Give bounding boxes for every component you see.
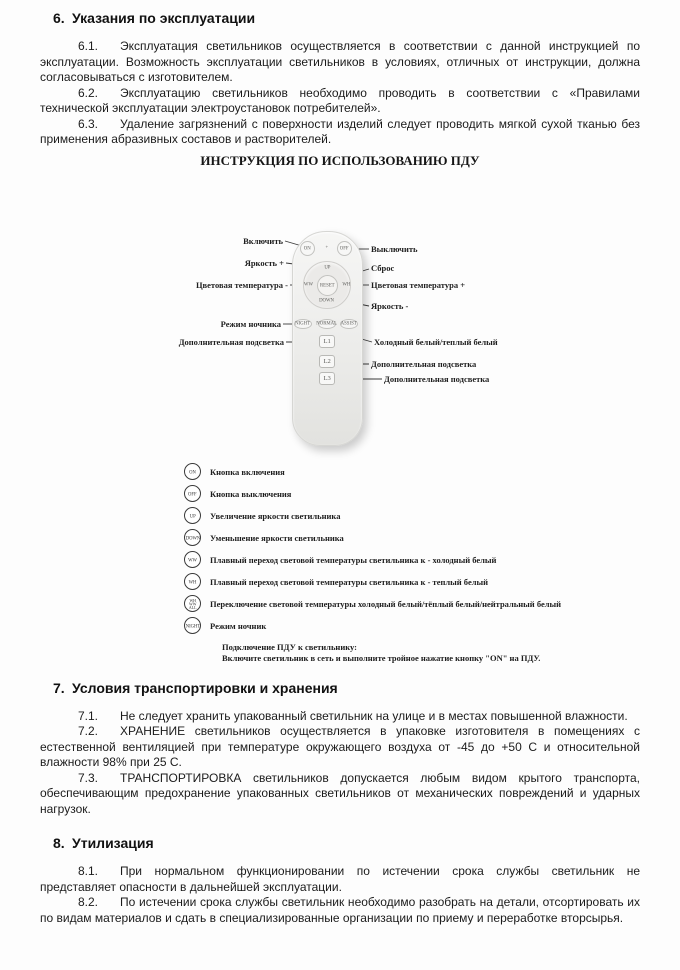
down-icon: DOWN	[184, 529, 201, 546]
legend-text: Переключение световой температуры холодный белый/тёплый белый/нейтральный белый	[210, 598, 562, 609]
section-title-text: Условия транспортировки и хранения	[72, 679, 338, 696]
legend-text: Режим ночник	[210, 620, 267, 631]
paragraph-number: 8.1.	[78, 864, 99, 878]
remote-night-button	[294, 319, 312, 329]
remote-reset-button	[317, 275, 338, 296]
pairing-note	[222, 642, 640, 664]
legend-item	[184, 615, 640, 637]
section-8-heading	[53, 833, 640, 853]
reset-button-label: RESET	[320, 282, 335, 288]
legend-item	[184, 505, 640, 527]
night-icon: NIGHT	[184, 617, 201, 634]
paragraph-6-2	[40, 86, 640, 117]
up-icon: UP	[184, 507, 201, 524]
l3-button-label: L3	[323, 374, 331, 382]
section-8	[40, 833, 640, 926]
down-button-label: DOWN	[319, 297, 335, 303]
section-7-heading	[53, 678, 640, 698]
legend-text: Уменьшение яркости светильника	[210, 532, 344, 543]
remote-diagram	[0, 227, 680, 459]
callout-power-on: Включить	[243, 235, 283, 246]
paragraph-text: Эксплуатацию светильников необходимо проводить в соответствии с «Правилами технической эксплуатации электроустановок потребителей».	[40, 85, 640, 115]
paragraph-6-1	[40, 39, 640, 86]
remote-wh-button	[337, 280, 355, 290]
off-icon: OFF	[184, 485, 201, 502]
paragraph-text: Эксплуатация светильников осуществляется в соответствии с данной инструкцией по эксплуатации. Возможность эксплуатации светильников в условиях, отличных от инструкции, должна согласовываться с изготовителем.	[40, 39, 640, 84]
off-button-label: OFF	[340, 245, 349, 251]
pairing-note-line2: Включите светильник в сеть и выполните тройное нажатие кнопку "ON" на ПДУ.	[222, 652, 541, 663]
callout-power-off: Выключить	[371, 243, 418, 254]
on-icon: ON	[184, 463, 201, 480]
callout-aux-light-l3: Дополнительная подсветка	[384, 373, 490, 384]
l1-button-label: L1	[323, 337, 331, 345]
pairing-note-line1: Подключение ПДУ к светильнику:	[222, 641, 357, 652]
paragraph-number: 6.2.	[78, 85, 99, 100]
paragraph-text: ТРАНСПОРТИРОВКА светильников допускается любым видом крытого транспорта, обеспечивающим предохранение упакованных светильников от механических повреждений и ударных нагрузок.	[40, 770, 640, 816]
paragraph-8-1	[40, 864, 640, 895]
section-6	[40, 8, 640, 148]
paragraph-7-2	[40, 724, 640, 771]
section-title-text: Указания по эксплуатации	[72, 10, 256, 26]
legend-text: Увеличение яркости светильника	[210, 510, 341, 521]
section-number: 7.	[53, 679, 65, 696]
paragraph-number: 8.2.	[78, 895, 99, 909]
l2-button-label: L2	[323, 357, 331, 365]
paragraph-6-3	[40, 117, 640, 148]
callout-color-temp-plus: Цветовая температура +	[371, 279, 466, 290]
remote-l1-button	[319, 335, 335, 348]
callout-night-mode: Режим ночника	[220, 318, 281, 329]
legend-item	[184, 549, 640, 571]
legend-item	[184, 527, 640, 549]
callout-brightness-minus: Яркость -	[371, 300, 409, 311]
callout-brightness-plus: Яркость +	[244, 257, 284, 268]
paragraph-7-3	[40, 771, 640, 818]
callout-color-temp-minus: Цветовая температура -	[195, 279, 288, 290]
paragraph-number: 6.3.	[78, 116, 99, 131]
legend-text: Кнопка включения	[210, 466, 285, 477]
on-button-label: ON	[304, 245, 311, 251]
paragraph-text: ХРАНЕНИЕ светильников осуществляется в упаковке изготовителя в помещениях с естественной вентиляцией при температуре окружающего воздуха от -45 до +50 С и относительной влажности 98% при 25 С.	[40, 724, 640, 769]
section-number: 6.	[53, 10, 65, 26]
section-6-heading	[53, 8, 640, 28]
plus-label: +	[325, 244, 329, 251]
callout-cold-warm-white: Холодный белый/теплый белый	[374, 336, 498, 347]
legend-text: Кнопка выключения	[210, 488, 292, 499]
legend-item	[184, 593, 640, 615]
wh-ww-all-icon: WH WW ALL	[184, 595, 201, 612]
remote-l2-button	[319, 355, 335, 368]
callout-aux-light-l1: Дополнительная подсветка	[178, 336, 284, 347]
callout-aux-light-l2: Дополнительная подсветка	[371, 358, 477, 369]
paragraph-text: Не следует хранить упакованный светильник на улице и в местах повышенной влажности.	[120, 708, 628, 723]
assist-button-label: ASSIST	[341, 320, 358, 327]
paragraph-8-2	[40, 895, 640, 926]
remote-down-button	[315, 296, 339, 305]
paragraph-number: 7.3.	[78, 770, 99, 785]
wh-button-label: WH	[341, 281, 350, 288]
legend-item	[184, 571, 640, 593]
paragraph-7-1	[40, 709, 640, 725]
paragraph-text: Удаление загрязнений с поверхности изделий следует проводить мягкой сухой тканью без применения абразивных составов и растворителей.	[40, 116, 640, 146]
remote-ww-button	[299, 280, 317, 290]
button-legend	[184, 461, 640, 637]
up-button-label: UP	[323, 264, 331, 270]
remote-assist-button	[340, 319, 358, 329]
paragraph-number: 6.1.	[78, 39, 99, 53]
ww-icon: WW	[184, 551, 201, 568]
remote-plus-mark	[322, 243, 332, 253]
section-7	[40, 678, 640, 818]
legend-item	[184, 461, 640, 483]
remote-off-button	[337, 241, 352, 256]
paragraph-number: 7.2.	[78, 724, 99, 738]
remote-on-button	[300, 241, 315, 256]
paragraph-text: По истечении срока службы светильник необходимо разобрать на детали, отсортировать их по видам материалов и сдать в специализированные организации по приему и переработке вторсырья.	[40, 895, 640, 925]
normal-button-label: NORMAL	[316, 320, 338, 327]
remote-l3-button	[319, 372, 335, 385]
remote-normal-button	[318, 319, 336, 329]
legend-text: Плавный переход световой температуры светильника к - теплый белый	[210, 576, 489, 587]
pdu-instruction-title: ИНСТРУКЦИЯ ПО ИСПОЛЬЗОВАНИЮ ПДУ	[200, 152, 480, 168]
section-title-text: Утилизация	[72, 835, 154, 851]
legend-text: Плавный переход световой температуры светильника к - холодный белый	[210, 554, 497, 565]
callout-reset: Сброс	[371, 262, 395, 273]
ww-button-label: WW	[303, 281, 313, 288]
paragraph-text: При нормальном функционировании по истечении срока службы светильник не представляет опасности в дальнейшей эксплуатации.	[40, 864, 640, 894]
wh-icon: WH	[184, 573, 201, 590]
remote-up-button	[315, 263, 339, 272]
legend-item	[184, 483, 640, 505]
night-button-label: NIGHT	[295, 320, 311, 327]
section-number: 8.	[53, 835, 65, 851]
paragraph-number: 7.1.	[78, 708, 99, 723]
